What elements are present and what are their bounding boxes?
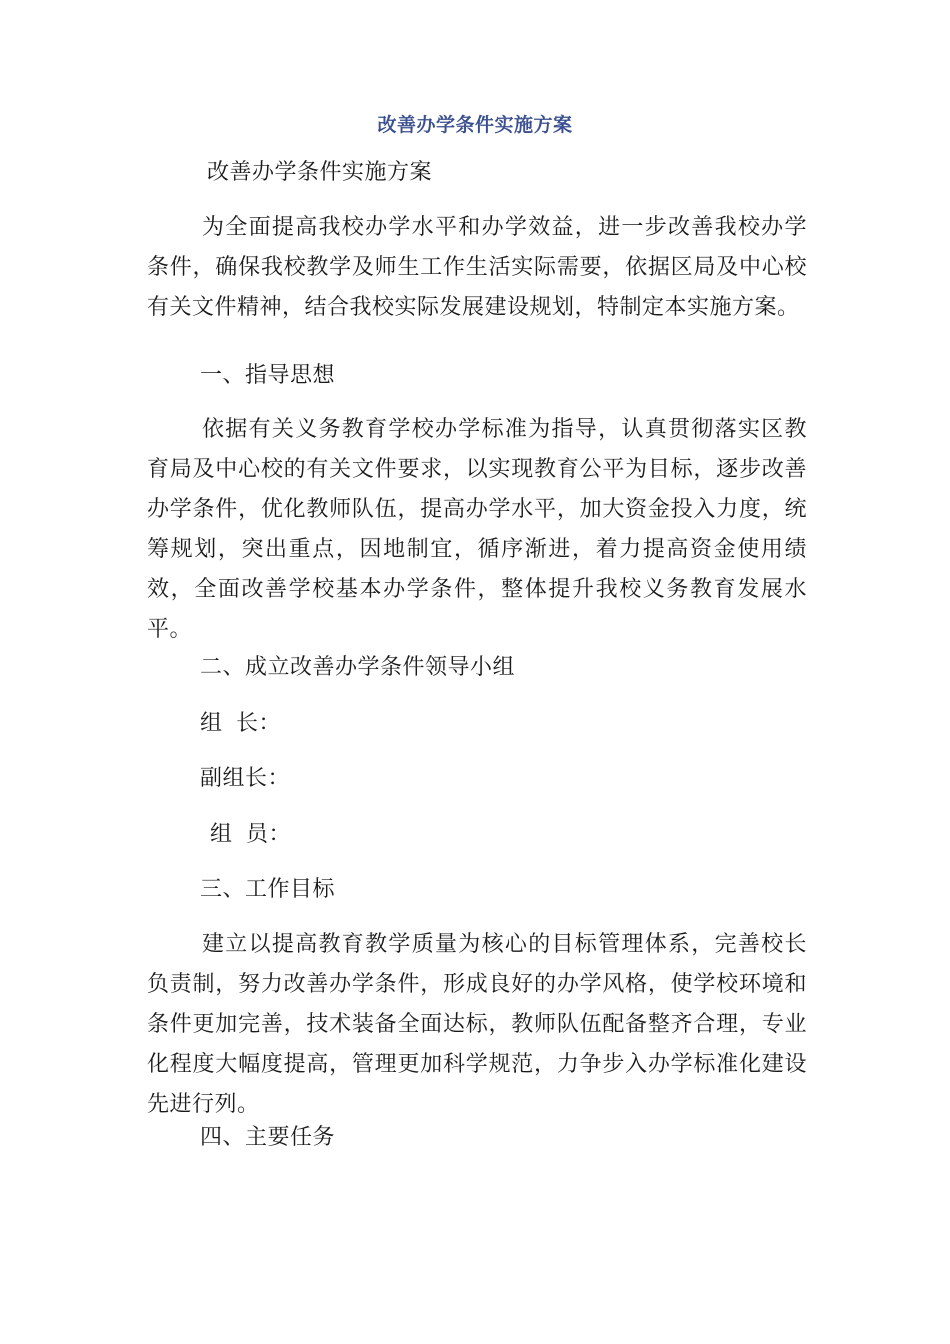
- section-heading-main-tasks: 四、主要任务: [200, 1125, 336, 1150]
- document-subtitle: 改善办学条件实施方案: [207, 160, 433, 185]
- document-title: 改善办学条件实施方案: [377, 114, 573, 136]
- intro-paragraph: 为全面提高我校办学水平和办学效益，进一步改善我校办学条件，确保我校教学及师生工作生活实际需要，依据区局及中心校有关文件精神，结合我校实际发展建设规划，特制定本实施方案。: [147, 215, 807, 320]
- work-goals-paragraph: 建立以提高教育教学质量为核心的目标管理体系，完善校长负责制，努力改善办学条件，形成良好的办学风格，使学校环境和条件更加完善，技术装备全面达标，教师队伍配备整齐合理，专业化程度大幅度提高，管理更加科学规范，力争步入办学标准化建设先进行列。: [147, 932, 807, 1117]
- section-heading-work-goals: 三、工作目标: [200, 877, 336, 902]
- group-member-label: 组 员：: [210, 822, 291, 847]
- guiding-ideology-paragraph: 依据有关义务教育学校办学标准为指导，认真贯彻落实区教育局及中心校的有关文件要求，以实现教育公平为目标，逐步改善办学条件，优化教师队伍，提高办学水平，加大资金投入力度，统筹规划，突出重点，因地制宜，循序渐进，着力提高资金使用绩效，全面改善学校基本办学条件，整体提升我校义务教育发展水平。: [147, 417, 807, 642]
- deputy-leader-label: 副组长：: [200, 766, 291, 791]
- section-heading-leadership-group: 二、成立改善办学条件领导小组: [200, 655, 516, 680]
- section-heading-guiding-ideology: 一、指导思想: [200, 363, 336, 388]
- group-leader-label: 组 长：: [200, 711, 281, 736]
